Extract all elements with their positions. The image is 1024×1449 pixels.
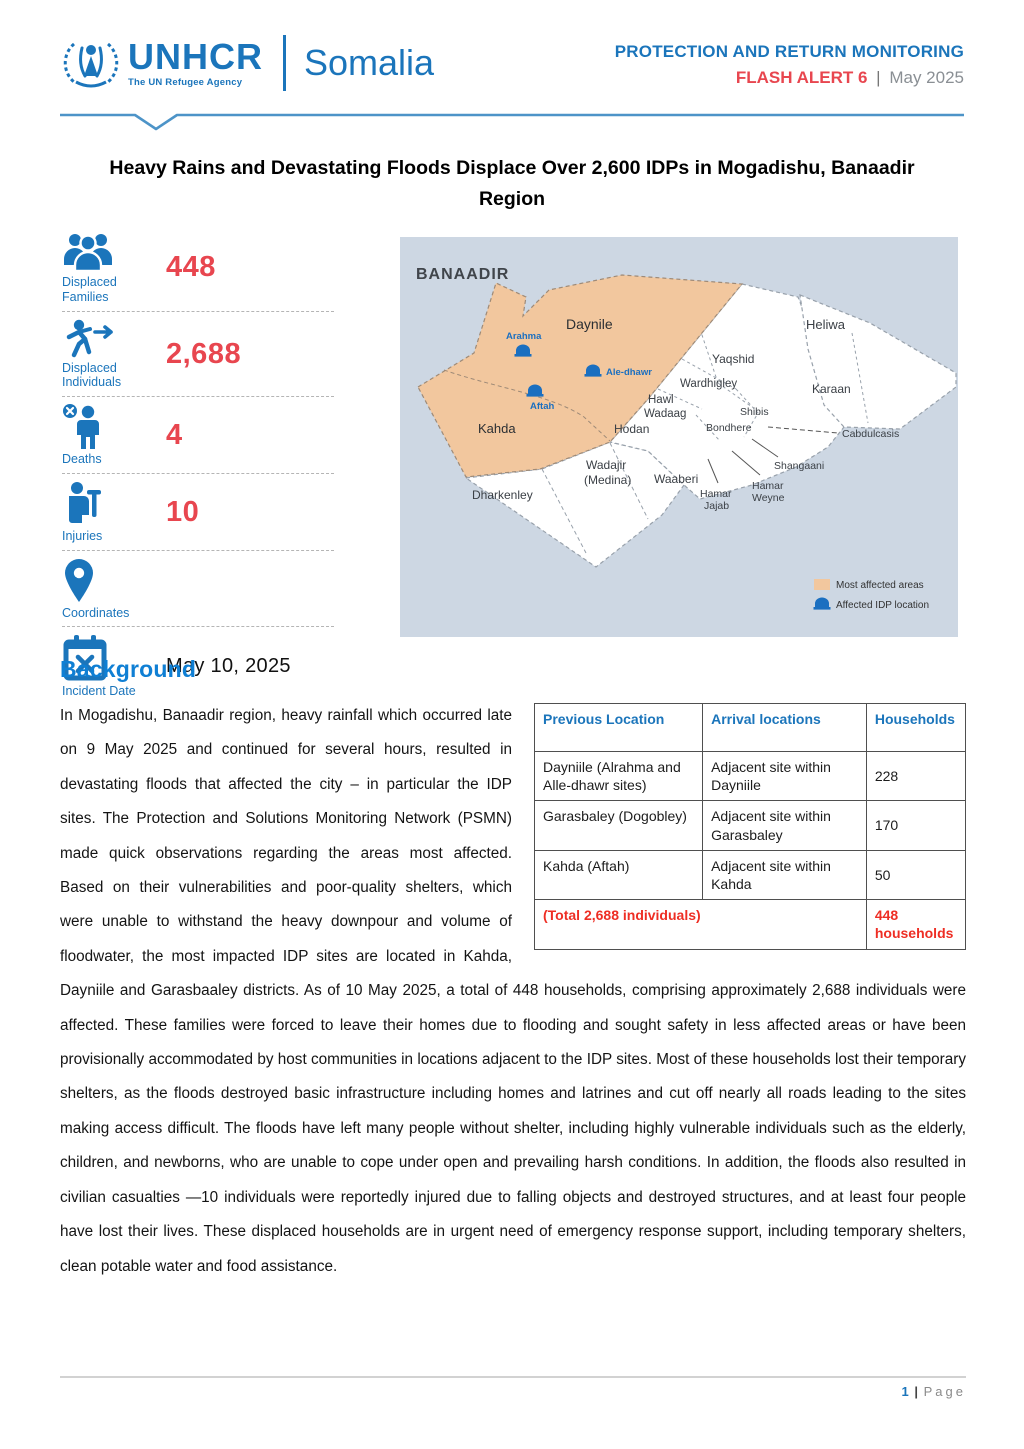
district-label: Wadaag xyxy=(644,408,687,420)
page-footer xyxy=(60,1376,966,1399)
stat-injuries xyxy=(62,474,334,551)
displaced-families-icon xyxy=(62,231,114,273)
stat-label: Deaths xyxy=(62,452,102,466)
table-row xyxy=(535,752,966,801)
page-number-separator: | xyxy=(914,1384,918,1399)
table-row xyxy=(535,850,966,899)
idp-site-label: Aftah xyxy=(530,401,555,412)
total-value: 448 households xyxy=(866,900,965,949)
district-label: Hamar xyxy=(752,480,784,492)
map-region-label: BANAADIR xyxy=(416,266,510,283)
district-label: Hawl xyxy=(648,394,674,406)
cell-previous-location: Garasbaley (Dogobley) xyxy=(535,801,703,850)
coordinates-icon xyxy=(62,558,96,604)
district-label: Shibis xyxy=(740,406,769,418)
key-figures-panel xyxy=(62,224,334,705)
page-header xyxy=(62,34,964,92)
banaadir-map xyxy=(400,237,958,637)
section-heading: Background xyxy=(60,656,197,682)
affected-area-swatch xyxy=(814,579,830,590)
stat-value: 10 xyxy=(166,495,200,528)
district-label: Yaqshid xyxy=(712,352,755,366)
logo-wordmark: UNHCR xyxy=(128,35,263,77)
table-total-row xyxy=(535,900,966,949)
stat-value: 4 xyxy=(166,418,183,451)
district-label: Karaan xyxy=(812,382,851,396)
district-label: Kahda xyxy=(478,421,516,436)
district-label: Hamar xyxy=(700,488,732,500)
stat-coordinates xyxy=(62,551,334,628)
header-right xyxy=(615,34,964,88)
district-label: Wardhigley xyxy=(680,378,738,390)
program-title: PROTECTION AND RETURN MONITORING xyxy=(614,42,964,61)
footer-rule xyxy=(60,1376,966,1378)
unhcr-logo xyxy=(62,34,434,92)
page-number: 1 xyxy=(901,1384,909,1399)
stat-label: Coordinates xyxy=(62,605,130,620)
displaced-individuals-icon xyxy=(62,319,116,359)
stat-value: 2,688 xyxy=(166,337,242,370)
cell-previous-location: Dayniile (Alrahma and Alle-dhawr sites) xyxy=(535,752,703,801)
stat-deaths xyxy=(62,397,334,474)
stat-label: Injuries xyxy=(62,528,103,543)
displacement-table xyxy=(534,703,966,950)
district-label: Cabdulcasis xyxy=(842,428,900,440)
cell-arrival-location: Adjacent site within Garasbaley xyxy=(703,801,867,850)
district-label: (Medina) xyxy=(584,473,632,487)
alert-line xyxy=(615,68,964,88)
district-label: Weyne xyxy=(752,492,785,504)
stat-value: May 10, 2025 xyxy=(166,655,291,678)
cell-arrival-location: Adjacent site within Dayniile xyxy=(703,752,867,801)
alert-separator: | xyxy=(876,68,881,87)
background-paragraph: In Mogadishu, Banaadir region, heavy rainfall which occurred late on 9 May 2025 and continued for several hours, resulted in devastating floods that affected the city – in particular the IDP sites. The Protection and Solutions Monitoring Network (PSMN) made quick observations regarding the areas most affected. Based on their vulnerabilities and poor-quality shelters, which were unable to withstand the heavy downpour and volume of floodwater, the most impacted IDP sites are located in Kahda, Dayniile and Garasbaaley districts. As of 10 May 2025, a total of 448 households, comprising approximately 2,688 individuals were affected. These families were forced to leave their homes due to flooding and sought safety in less affected areas or have been provisionally accommodated by host communities in locations adjacent to the IDP sites. Most of these households lost their temporary shelters, as the floods destroyed basic infrastructure including homes and latrines and cut off nearly all roads leading to the sites making access difficult. The floods have left many people without shelter, including highly vulnerable individuals such as the elderly, children, and newborns, who are unable to cope under open and prevailing harsh conditions. In addition, the floods also resulted in civilian casualties —10 individuals were reportedly injured due to falling objects and destroyed structures, and at least four people have lost their lives. These displaced households are in urgent need of emergency response support, including temporary shelters, clean potable water and food assistance. xyxy=(60,707,966,1275)
page-title: Heavy Rains and Devastating Floods Displace Over 2,600 IDPs in Mogadishu, Banaadir Region xyxy=(109,157,915,211)
background-section xyxy=(60,656,966,1284)
legend-label: Affected IDP location xyxy=(836,600,930,611)
district-label: Wadajir xyxy=(586,458,627,472)
cell-households: 228 xyxy=(866,752,965,801)
page-number-text xyxy=(60,1384,966,1399)
legend-label: Most affected areas xyxy=(836,580,924,591)
idp-site-label: Arahma xyxy=(506,331,542,342)
flash-alert-label: FLASH ALERT 6 xyxy=(735,68,868,87)
logo-tagline: The UN Refugee Agency xyxy=(128,76,243,88)
banaadir-map-svg xyxy=(400,237,958,637)
district-label: Shangaani xyxy=(774,460,825,472)
stat-displaced-individuals xyxy=(62,312,334,398)
stat-displaced-families xyxy=(62,224,334,312)
stat-value: 448 xyxy=(166,251,216,284)
deaths-icon xyxy=(62,404,104,450)
injuries-icon xyxy=(62,481,102,527)
stat-label: Displaced Families xyxy=(62,275,117,304)
district-label: Daynile xyxy=(566,316,613,332)
page-label: Page xyxy=(923,1384,966,1399)
cell-households: 50 xyxy=(866,850,965,899)
idp-site-label: Ale-dhawr xyxy=(606,367,652,378)
cell-arrival-location: Adjacent site within Kahda xyxy=(703,850,867,899)
col-header-previous-location: Previous Location xyxy=(535,704,703,752)
unhcr-emblem-icon xyxy=(62,34,120,92)
header-divider-notch xyxy=(60,112,966,134)
alert-date: May 2025 xyxy=(889,68,964,87)
district-label: Heliwa xyxy=(806,317,846,332)
stat-label: Displaced Individuals xyxy=(62,360,122,390)
stat-label: Incident Date xyxy=(62,684,136,699)
table-header-row xyxy=(535,704,966,752)
district-label: Bondhere xyxy=(706,422,752,434)
logo-divider xyxy=(283,35,286,91)
cell-households: 170 xyxy=(866,801,965,850)
district-label: Dharkenley xyxy=(472,488,533,502)
logo-country: Somalia xyxy=(304,42,435,83)
table-row xyxy=(535,801,966,850)
district-label: Jajab xyxy=(704,500,730,512)
district-label: Waaberi xyxy=(654,472,699,486)
total-label: (Total 2,688 individuals) xyxy=(535,900,867,949)
district-label: Hodan xyxy=(614,422,650,436)
col-header-households: Households xyxy=(866,704,965,752)
col-header-arrival-locations: Arrival locations xyxy=(703,704,867,752)
cell-previous-location: Kahda (Aftah) xyxy=(535,850,703,899)
